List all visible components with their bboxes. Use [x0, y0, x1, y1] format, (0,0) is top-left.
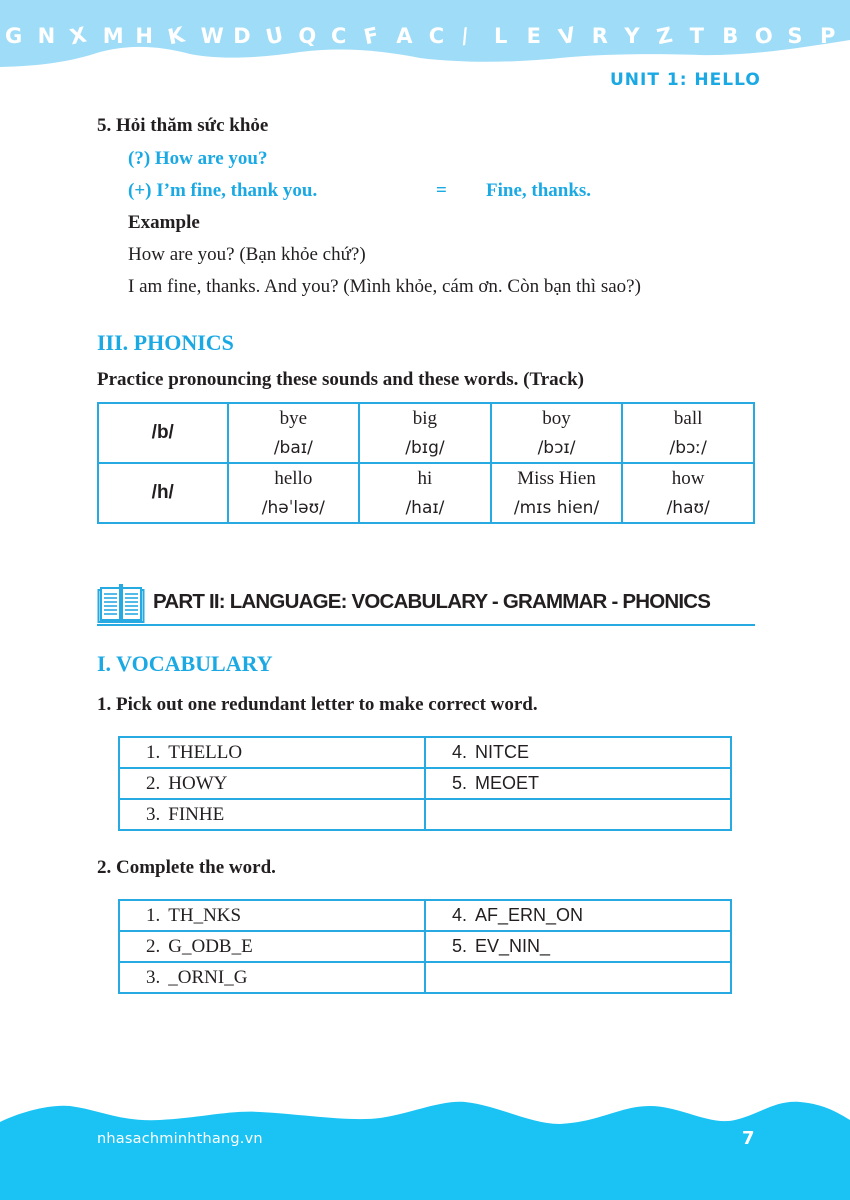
exercise-cell [425, 900, 731, 931]
decor-letter: C [428, 24, 445, 48]
exercise1-instruction: 1. Pick out one redundant letter to make correct word. [97, 694, 538, 715]
answer-pattern-long: (+) I’m fine, thank you. [128, 180, 318, 201]
exercise2-instruction: 2. Complete the word. [97, 857, 276, 878]
decor-letter: V [556, 22, 578, 50]
exercise-cell [119, 799, 425, 830]
word-cell [622, 463, 754, 523]
answer-pattern-short: Fine, thanks. [486, 180, 592, 201]
word: Miss Hien [517, 468, 596, 489]
decor-letter: W [200, 24, 224, 48]
word: bye [279, 408, 308, 429]
ipa: /həˈləʊ/ [261, 498, 325, 518]
ipa: /bɔː/ [669, 438, 707, 458]
word-cell [491, 403, 623, 463]
ipa: /bɪg/ [405, 438, 445, 458]
decor-letter: L [494, 24, 508, 48]
item-word: _ORNI_G [168, 966, 248, 988]
sound-cell: /b/ [98, 403, 228, 463]
part-title: PART II: LANGUAGE: VOCABULARY - GRAMMAR - PHONICS [153, 590, 711, 613]
decor-letter: Q [298, 24, 317, 48]
word-cell [491, 463, 623, 523]
exercise-cell [425, 768, 731, 799]
open-book-icon [97, 584, 145, 624]
exercise-cell [425, 737, 731, 768]
exercise1-table [118, 736, 732, 831]
item-number: 4. [452, 905, 468, 925]
exercise-cell [119, 931, 425, 962]
exercise-cell [119, 962, 425, 993]
word-cell [359, 463, 491, 523]
section-heading: 5. Hỏi thăm sức khỏe [97, 115, 269, 136]
decor-letter: M [102, 24, 124, 48]
decor-letter: A [396, 24, 413, 48]
word-cell [359, 403, 491, 463]
decor-letter: E [526, 24, 541, 48]
decor-letter: U [263, 22, 286, 50]
exercise-row [119, 931, 731, 962]
exercise-row [119, 768, 731, 799]
decor-letter: S [787, 24, 803, 48]
exercise-row [119, 737, 731, 768]
item-number: 5. [452, 773, 468, 793]
decor-letter: Z [654, 22, 675, 50]
exercise2-table [118, 899, 732, 994]
vocabulary-title: I. VOCABULARY [97, 651, 273, 676]
word: ball [673, 408, 703, 429]
unit-title: UNIT 1: HELLO [610, 70, 761, 90]
decor-letter: G [5, 24, 23, 48]
exercise-cell-empty [425, 962, 731, 993]
item-word: HOWY [168, 772, 228, 794]
exercise-row [119, 799, 731, 830]
word: hello [274, 468, 313, 489]
phonics-instruction: Practice pronouncing these sounds and these words. (Track) [97, 369, 584, 390]
footer-wave-band [0, 1100, 850, 1200]
decorative-letter-row [0, 22, 850, 52]
exercise-cell [119, 900, 425, 931]
decor-letter: N [37, 24, 56, 48]
item-word: MEOET [475, 773, 540, 793]
phonics-title: III. PHONICS [97, 330, 234, 355]
decor-letter: D [233, 24, 251, 48]
item-number: 4. [452, 742, 468, 762]
decor-letter: R [591, 24, 608, 48]
item-word: G_ODB_E [168, 935, 253, 957]
exercise-row [119, 900, 731, 931]
item-number: 2. [146, 772, 161, 794]
example-line: How are you? (Bạn khỏe chứ?) [128, 244, 366, 265]
ipa: /bɔɪ/ [537, 438, 576, 458]
ipa: /mɪs hien/ [513, 498, 600, 518]
phonics-row [98, 403, 754, 463]
word-cell [622, 403, 754, 463]
equals-sign: = [436, 180, 447, 201]
exercise-cell [119, 768, 425, 799]
ipa: /haʊ/ [666, 498, 710, 518]
decor-letter: F [361, 22, 381, 50]
decor-letter: P [820, 24, 836, 48]
decor-letter: B [722, 24, 739, 48]
word: hi [417, 468, 433, 489]
example-label: Example [128, 212, 200, 233]
phonics-row [98, 463, 754, 523]
word-cell [228, 463, 360, 523]
exercise-row [119, 962, 731, 993]
ipa: /baɪ/ [273, 438, 313, 458]
item-word: NITCE [475, 742, 530, 762]
word: how [671, 468, 705, 489]
item-word: THELLO [168, 741, 243, 763]
item-word: TH_NKS [168, 904, 242, 926]
item-word: EV_NIN_ [475, 936, 551, 956]
decor-letter: C [331, 24, 347, 48]
item-number: 1. [146, 904, 161, 926]
phonics-table [97, 402, 755, 524]
question-pattern: (?) How are you? [128, 148, 268, 169]
decor-letter: O [752, 22, 775, 50]
exercise-cell-empty [425, 799, 731, 830]
sound-cell: /h/ [98, 463, 228, 523]
item-number: 5. [452, 936, 468, 956]
part-header [97, 584, 755, 626]
word: big [412, 408, 438, 429]
item-number: 2. [146, 935, 161, 957]
decor-letter: H [135, 24, 153, 48]
item-word: FINHE [168, 803, 225, 825]
word-cell [228, 403, 360, 463]
item-number: 3. [146, 966, 161, 988]
decor-letter: Y [624, 24, 640, 48]
decor-letter: / [458, 23, 472, 49]
decor-letter: T [689, 24, 704, 48]
decor-letter: K [165, 22, 187, 50]
example-line: I am fine, thanks. And you? (Mình khỏe, cám ơn. Còn bạn thì sao?) [128, 276, 641, 297]
item-word: AF_ERN_ON [475, 905, 584, 925]
exercise-cell [119, 737, 425, 768]
item-number: 1. [146, 741, 161, 763]
page-number: 7 [742, 1128, 755, 1149]
ipa: /haɪ/ [405, 498, 445, 518]
word: boy [542, 408, 571, 429]
decor-letter: X [67, 22, 89, 50]
item-number: 3. [146, 803, 161, 825]
footer-website: nhasachminhthang.vn [97, 1131, 263, 1147]
exercise-cell [425, 931, 731, 962]
